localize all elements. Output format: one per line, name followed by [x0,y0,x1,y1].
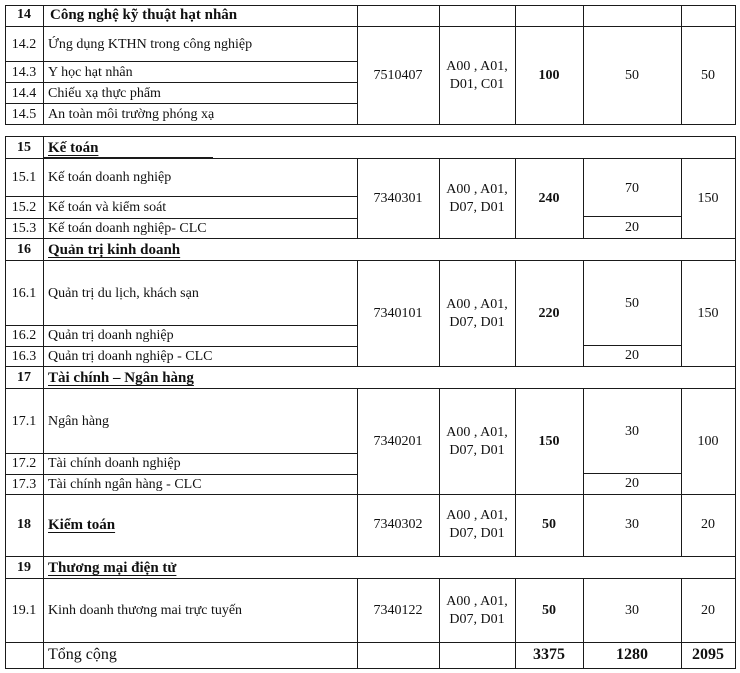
summary-total: 3375 [533,646,565,663]
quota-total: 150 [538,434,560,449]
combo-line-2: D07, D01 [449,526,505,541]
sub-name: Tài chính doanh nghiệp [48,456,181,471]
sub-number: 16.3 [11,349,37,364]
quota-a-clc: 20 [625,348,639,363]
section-number: 17 [17,370,31,385]
quota-a-clc: 20 [625,220,639,235]
sub-name: Quản trị du lịch, khách sạn [48,286,199,301]
sub-name: An toàn môi trường phóng xạ [48,107,215,122]
sub-name: Chiếu xạ thực phẩm [48,86,161,101]
summary-label: Tổng cộng [48,646,117,663]
quota-a: 30 [625,424,639,439]
quota-b: 20 [701,603,715,618]
sub-name: Ứng dụng KTHN trong công nghiệp [48,37,253,52]
sub-number: 15.3 [11,221,37,236]
summary-quota-a: 1280 [616,646,648,663]
sub-number: 15.1 [11,170,37,185]
section-title: Thương mại điện tử [48,560,177,576]
major-code: 7340201 [373,434,423,449]
quota-b: 50 [701,68,715,83]
section-number: 16 [17,242,31,257]
combo-line-1: A00 , A01, [446,59,508,74]
combo-line-1: A00 , A01, [446,297,508,312]
sub-name: Kế toán và kiểm soát [48,200,167,215]
quota-a-clc: 20 [625,476,639,491]
quota-total: 220 [538,306,560,321]
sub-name: Y học hạt nhân [48,65,133,80]
section-title: Quản trị kinh doanh [48,242,181,258]
major-code: 7340302 [373,517,423,532]
section-title: Công nghệ kỹ thuật hạt nhân [50,7,238,23]
sub-number: 17.2 [11,456,37,471]
combo-line-2: D07, D01 [449,200,505,215]
quota-b: 150 [697,191,719,206]
quota-total: 50 [542,517,556,532]
sub-number: 14.2 [11,37,37,52]
major-code: 7340122 [373,603,423,618]
summary-quota-b: 2095 [692,646,724,663]
section-title: Kiểm toán [48,517,116,533]
quota-total: 50 [542,603,556,618]
sub-name: Kinh doanh thương mai trực tuyến [48,603,243,618]
sub-number: 14.3 [11,65,37,80]
sub-name: Kế toán doanh nghiệp [48,170,172,185]
sub-name: Kế toán doanh nghiệp- CLC [48,221,207,236]
quota-a: 50 [625,296,639,311]
sub-number: 14.5 [11,107,37,122]
section-number: 15 [17,140,31,155]
combo-line-2: D07, D01 [449,612,505,627]
quota-b: 20 [701,517,715,532]
major-code: 7510407 [373,68,423,83]
sub-number: 15.2 [11,200,37,215]
combo-line-1: A00 , A01, [446,594,508,609]
sub-number: 17.3 [11,477,37,492]
combo-line-2: D07, D01 [449,315,505,330]
sub-number: 19.1 [11,603,37,618]
quota-total: 240 [538,191,560,206]
sub-number: 17.1 [11,414,37,429]
section-title: Kế toán [48,140,99,156]
sub-number: 14.4 [11,86,37,101]
sub-name: Tài chính ngân hàng - CLC [48,477,202,492]
quota-b: 100 [697,434,719,449]
quota-total: 100 [538,68,560,83]
combo-line-1: A00 , A01, [446,508,508,523]
sub-number: 16.1 [11,286,37,301]
major-code: 7340101 [373,306,423,321]
major-code: 7340301 [373,191,423,206]
quota-a: 50 [625,68,639,83]
quota-a: 30 [625,517,639,532]
combo-line-2: D07, D01 [449,443,505,458]
sub-name: Ngân hàng [48,414,110,429]
section-title: Tài chính – Ngân hàng [48,370,194,386]
quota-b: 150 [697,306,719,321]
combo-line-2: D01, C01 [449,77,505,92]
sub-number: 16.2 [11,328,37,343]
combo-line-1: A00 , A01, [446,425,508,440]
section-number: 18 [17,517,31,532]
section-number: 19 [17,560,31,575]
section-number: 14 [17,7,31,22]
sub-name: Quản trị doanh nghiệp - CLC [48,349,213,364]
combo-line-1: A00 , A01, [446,182,508,197]
sub-name: Quản trị doanh nghiệp [48,328,174,343]
quota-a: 30 [625,603,639,618]
quota-a: 70 [625,181,639,196]
